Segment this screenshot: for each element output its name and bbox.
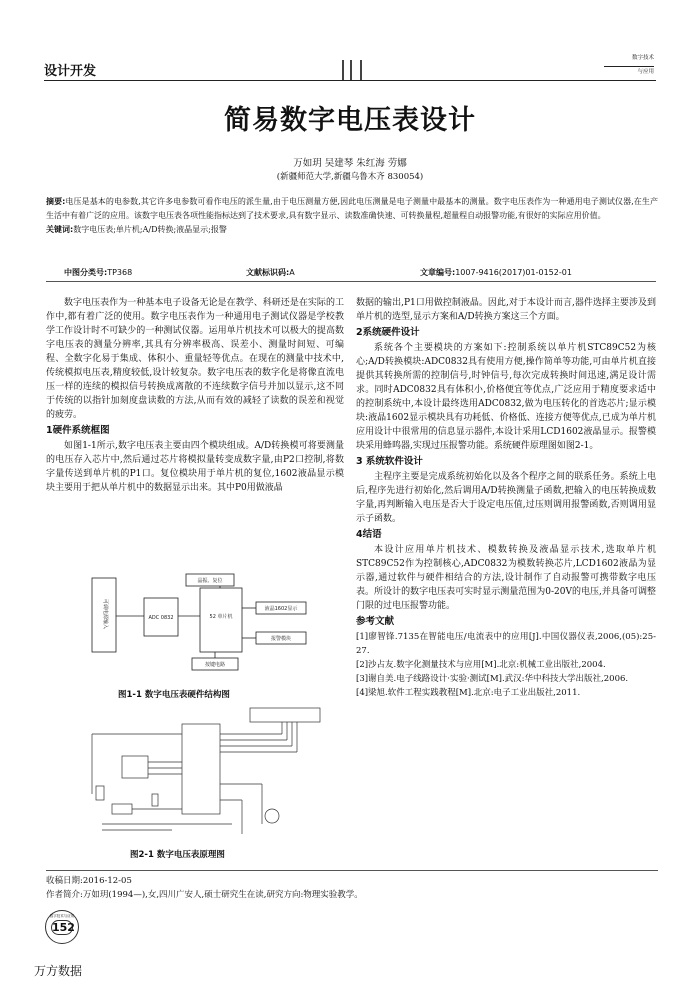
section-1-paragraph: 如图1-1所示,数字电压表主要由四个模块组成。A/D转换模可将要测量的电压存入芯片中,然后通过芯片将模拟量转变成数字量,由P2口控制,将数字量传送到单片机的P1口。复位模块用于单片机的复位,1602液晶显示模块主要用于把从单片机中的数据显示出来。其中P0用做液晶 (46, 441, 344, 493)
reference-item: [3]谢自美.电子线路设计·实验·测试[M].武汉:华中科技大学出版社,2006. (356, 674, 629, 684)
keywords-label: 关键词: (46, 225, 74, 234)
figure-2-1-caption: 图2-1 数字电压表原理图 (130, 850, 225, 860)
section-4-paragraph: 本设计应用单片机技术、模数转换及液晶显示技术,选取单片机STC89C52作为控制核心,ADC0832为模数转换芯片,LCD1602液晶为显示器,通过软件与硬件相结合的方法,设计制作了自动报警可携带数字电压表。所设计的数字电压表可实时显示测量范围为0-20V的电压,并具备可调整门限的过电压报警功能。 (356, 545, 656, 611)
journal-logo-line1: 数字技术 (631, 55, 654, 61)
abstract (46, 195, 658, 223)
received-date: 收稿日期:2016-12-05 (46, 876, 132, 886)
schematic-crystal (112, 804, 132, 814)
reset-block-label: 晶振、复位 (197, 578, 223, 584)
journal-logo (604, 54, 654, 80)
keywords-text: 数字电压表;单片机;A/D转换;液晶显示;报警 (73, 225, 227, 234)
reference-item: [2]沙占友.数字化测量技术与应用[M].北京:机械工业出版社,2004. (356, 660, 606, 670)
keywords (46, 223, 658, 237)
page-badge-text: 数字技术与应用 (49, 914, 75, 918)
page-number: 152 (52, 921, 75, 934)
section-4-heading: 4结语 (356, 529, 382, 540)
page-number-badge (45, 910, 79, 944)
header-rule (44, 80, 656, 81)
abstract-text: 电压是基本的电参数,其它许多电参数可看作电压的派生量,由于电压测量方便,因此电压测量是电子测量中最基本的测量。数字电压表作为一种通用电子测试仪器,在生产生活中有着广泛的应用。该数字电压表各项性能指标达到了技术要求,具有数字显示、读数准确快速、可转换量程,超量程自动报警功能,有很好的实际应用价值。 (46, 197, 658, 220)
reference-item: [1]廖智锋.7135在智能电压/电流表中的应用[J].中国仪器仪表,2006,(05):25-27. (356, 632, 656, 656)
mcu-block-label: 52 单片机 (209, 614, 233, 620)
left-column (46, 296, 344, 495)
section-3-paragraph: 主程序主要是完成系统初始化以及各个程序之间的联系任务。系统上电后,程序先进行初始化,然后调用A/D转换测量子函数,把输入的电压转换成数字量,再判断输入电压是否大于设定电压值,过压则调用报警函数,否则调用显示子函数。 (356, 472, 656, 524)
source-watermark: 万方数据 (34, 964, 83, 978)
figure-1-1-caption: 图1-1 数字电压表硬件结构图 (118, 690, 230, 700)
affiliation: (新疆师范大学,新疆乌鲁木齐 830054) (276, 172, 424, 182)
author-bio: 作者简介:万如玥(1994—),女,四川广安人,硕士研究生在读,研究方向:物理实验教学。 (46, 890, 363, 900)
article-number: 文章编号:1007-9416(2017)01-0152-01 (420, 268, 572, 277)
section-3-heading: 3 系统软件设计 (356, 456, 423, 467)
schematic-lcd (250, 708, 320, 722)
schematic-mcu-chip (182, 724, 220, 814)
clc-number: 中图分类号:TP368 (64, 268, 133, 277)
abstract-label: 摘要: (46, 197, 66, 206)
input-block-label: 可调电源输入 (102, 598, 108, 630)
section-2-heading: 2系统硬件设计 (356, 327, 420, 338)
keys-block-label: 按键电路 (204, 662, 226, 668)
reference-item: [4]梁旭.软件工程实践教程[M].北京:电子工业出版社,2011. (356, 688, 581, 698)
section-1-heading: 1硬件系统框图 (46, 425, 110, 436)
doc-code: 文献标识码:A (246, 268, 295, 277)
section-label: 设计开发 (44, 64, 97, 79)
mcu-block (200, 588, 242, 652)
references-heading: 参考文献 (356, 616, 395, 627)
authors: 万如玥 吴建琴 朱红海 劳娜 (293, 158, 407, 169)
intro-paragraph: 数字电压表作为一种基本电子设备无论是在教学、科研还是在实际的工作中,都有着广泛的使用。数字电压表作为一种通用电子测试仪器是学校教学工作设计时不可缺少的一种测试仪器。运用单片机技术可以极大的提高数字电压表的测量分辨率,其具有分辨率极高、误差小、测量时间短、可编程、全数字化易于集成、体积小、重量轻等优点。在现在的测量中技术中,传统模拟电压表,精度较低,设计较复杂。数字电压表的数字化是将像直流电压一样的连续的模拟信号转换成离散的不连续数字信号并加以显示,这不同于传统的以指针加刻度盘读数的方法,从而有效的减轻了读数的误差和视觉的疲劳。 (46, 298, 344, 420)
lcd-block-label: 液晶1602显示 (264, 606, 298, 612)
journal-logo-line2: 与应用 (604, 66, 654, 77)
abstract-rule (46, 281, 656, 282)
header-bars-decoration (342, 60, 366, 80)
right-column (356, 296, 656, 700)
schematic-adc (122, 756, 148, 778)
alarm-block-label: 报警模块 (270, 636, 292, 642)
abstract-block (46, 195, 658, 237)
adc-block-label: ADC 0832 (148, 615, 174, 621)
figure-2-1-schematic (82, 704, 332, 844)
paper-title: 简易数字电压表设计 (224, 105, 476, 136)
section-2-paragraph: 系统各个主要模块的方案如下:控制系统以单片机STC89C52为核心;A/D转换模块:ADC0832具有使用方便,操作简单等功能,可由单片机直接提供其转换所需的控制信号,时钟信号,每次完成转换时间迅速,满足设计需求。同时ADC0832具有体积小,价格便宜等优点,广泛应用于精度要求适中的控制系统中,本设计最终选用ADC0832,做为电压转化的首选芯片;显示模块:液晶1602显示模块具有功耗低、价格低、连接方便等优点,已成为单片机应用设计中很常用的信息显示器件,本设计采用LCD1602液晶显示。报警模块采用蜂鸣器,实现过压报警功能。系统硬件原理图如图2-1。 (356, 343, 656, 451)
footer-rule (46, 870, 658, 871)
right-continued-paragraph: 数据的输出,P1口用做控制液晶。因此,对于本设计而言,器件选择主要涉及到单片机的选型,显示方案和A/D转换方案这三个方面。 (356, 298, 656, 322)
figure-1-1-diagram (88, 572, 314, 682)
